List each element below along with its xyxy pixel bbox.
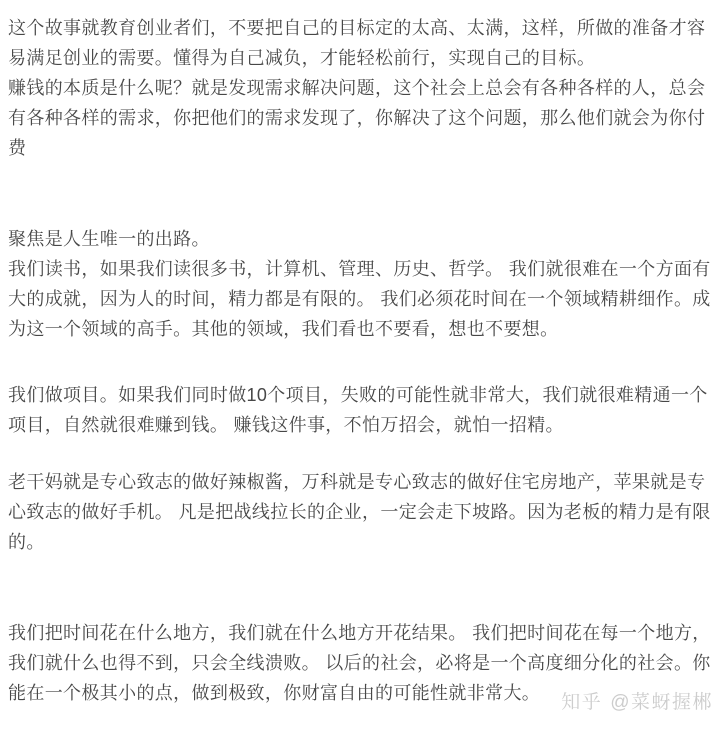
zhihu-watermark <box>561 692 713 714</box>
article-paragraph: 我们做项目。如果我们同时做10个项目，失败的可能性就非常大，我们就很难精通一个项目，自然就很难赚到钱。 赚钱这件事，不怕万招会，就怕一招精。 <box>8 385 708 435</box>
article-paragraph: 我们把时间花在什么地方，我们就在什么地方开花结果。 我们把时间花在每一个地方，我们就什么也得不到，只会全线溃败。 以后的社会，必将是一个高度细分化的社会。你能在一个极其小的点，做到极致，你财富自由的可能性就非常大。 <box>8 623 711 703</box>
article-paragraph: 聚焦是人生唯一的出路。 <box>8 229 210 249</box>
article-paragraph: 老干妈就是专心致志的做好辣椒酱，万科就是专心致志的做好住宅房地产，苹果就是专心致志的做好手机。 凡是把战线拉长的企业，一定会走下坡路。因为老板的精力是有限的。 <box>8 472 711 552</box>
watermark-username: @菜蚜握郴 <box>610 692 713 713</box>
article-paragraph: 我们读书，如果我们读很多书，计算机、管理、历史、哲学。 我们就很难在一个方面有大的成就，因为人的时间，精力都是有限的。 我们必须花时间在一个领域精耕细作。成为这一个领域的高手。其他的领域，我们看也不要看，想也不要想。 <box>8 259 711 339</box>
zhihu-logo-text: 知乎 <box>561 692 603 713</box>
article-paragraph: 这个故事就教育创业者们，不要把自己的目标定的太高、太满，这样，所做的准备才容易满足创业的需要。懂得为自己减负，才能轻松前行，实现自己的目标。 <box>8 18 706 68</box>
article-paragraph: 赚钱的本质是什么呢？就是发现需求解决问题，这个社会上总会有各种各样的人，总会有各种各样的需求，你把他们的需求发现了，你解决了这个问题，那么他们就会为你付费 <box>8 78 706 158</box>
